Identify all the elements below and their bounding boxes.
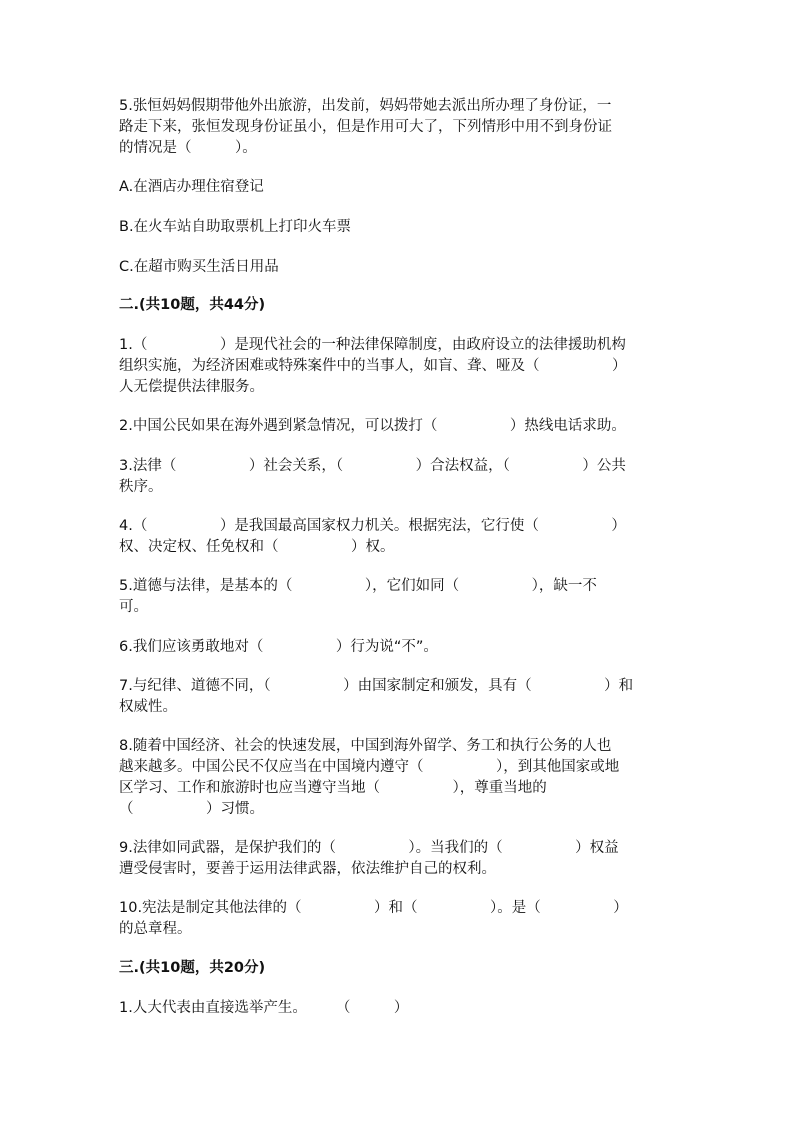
s2-q4-line-2: 权、决定权、任免权和（ ）权。	[119, 539, 395, 555]
s2-q5-line-1: 5.道德与法律，是基本的（ ），它们如同（ ），缺一不	[119, 578, 597, 594]
s2-q7-line-2: 权威性。	[119, 699, 177, 715]
s2-q8-line-1: 8.随着中国经济、社会的快速发展，中国到海外留学、务工和执行公务的人也	[119, 738, 612, 754]
s2-q10-line-1: 10.宪法是制定其他法律的（ ）和（ ）。是（ ）	[119, 900, 628, 916]
s2-q8-line-2: 越来越多。中国公民不仅应当在中国境内遵守（ ），到其他国家或地	[119, 759, 620, 775]
s2-q3-line-2: 秩序。	[119, 479, 163, 495]
s2-q8-line-4: （ ）习惯。	[119, 801, 264, 817]
s2-q9-line-1: 9.法律如同武器，是保护我们的（ ）。当我们的（ ）权益	[119, 840, 619, 856]
question-5-line-3: 的情况是（ ）。	[119, 140, 257, 156]
s2-q2-line-1: 2.中国公民如果在海外遇到紧急情况，可以拨打（ ）热线电话求助。	[119, 418, 626, 434]
question-5-line-1: 5.张恒妈妈假期带他外出旅游，出发前，妈妈带她去派出所办理了身份证，一	[119, 98, 612, 114]
option-a: A.在酒店办理住宿登记	[119, 179, 264, 195]
s2-q8-line-3: 区学习、工作和旅游时也应当遵守当地（ ），尊重当地的	[119, 780, 547, 796]
s2-q6-line-1: 6.我们应该勇敢地对（ ）行为说“不”。	[119, 639, 438, 655]
option-c: C.在超市购买生活日用品	[119, 259, 279, 275]
section-2-heading: 二.(共10题，共44分)	[119, 297, 266, 313]
s2-q5-line-2: 可。	[119, 599, 148, 615]
s2-q9-line-2: 遭受侵害时，要善于运用法律武器，依法维护自己的权利。	[119, 861, 496, 877]
s2-q1-line-2: 组织实施，为经济困难或特殊案件中的当事人，如盲、聋、哑及（ ）	[119, 358, 627, 374]
s2-q1-line-1: 1.（ ）是现代社会的一种法律保障制度，由政府设立的法律援助机构	[119, 337, 626, 353]
question-5-line-2: 路走下来，张恒发现身份证虽小，但是作用可大了，下列情形中用不到身份证	[119, 119, 612, 135]
s2-q4-line-1: 4.（ ）是我国最高国家权力机关。根据宪法，它行使（ ）	[119, 518, 626, 534]
s2-q1-line-3: 人无偿提供法律服务。	[119, 379, 264, 395]
s2-q7-line-1: 7.与纪律、道德不同，（ ）由国家制定和颁发，具有（ ）和	[119, 678, 634, 694]
s2-q3-line-1: 3.法律（ ）社会关系，（ ）合法权益，（ ）公共	[119, 458, 626, 474]
section-3-heading: 三.(共10题，共20分)	[119, 960, 266, 976]
option-b: B.在火车站自助取票机上打印火车票	[119, 219, 352, 235]
s3-q1-line-1: 1.人大代表由直接选举产生。 （ ）	[119, 1000, 409, 1016]
s2-q10-line-2: 的总章程。	[119, 921, 192, 937]
